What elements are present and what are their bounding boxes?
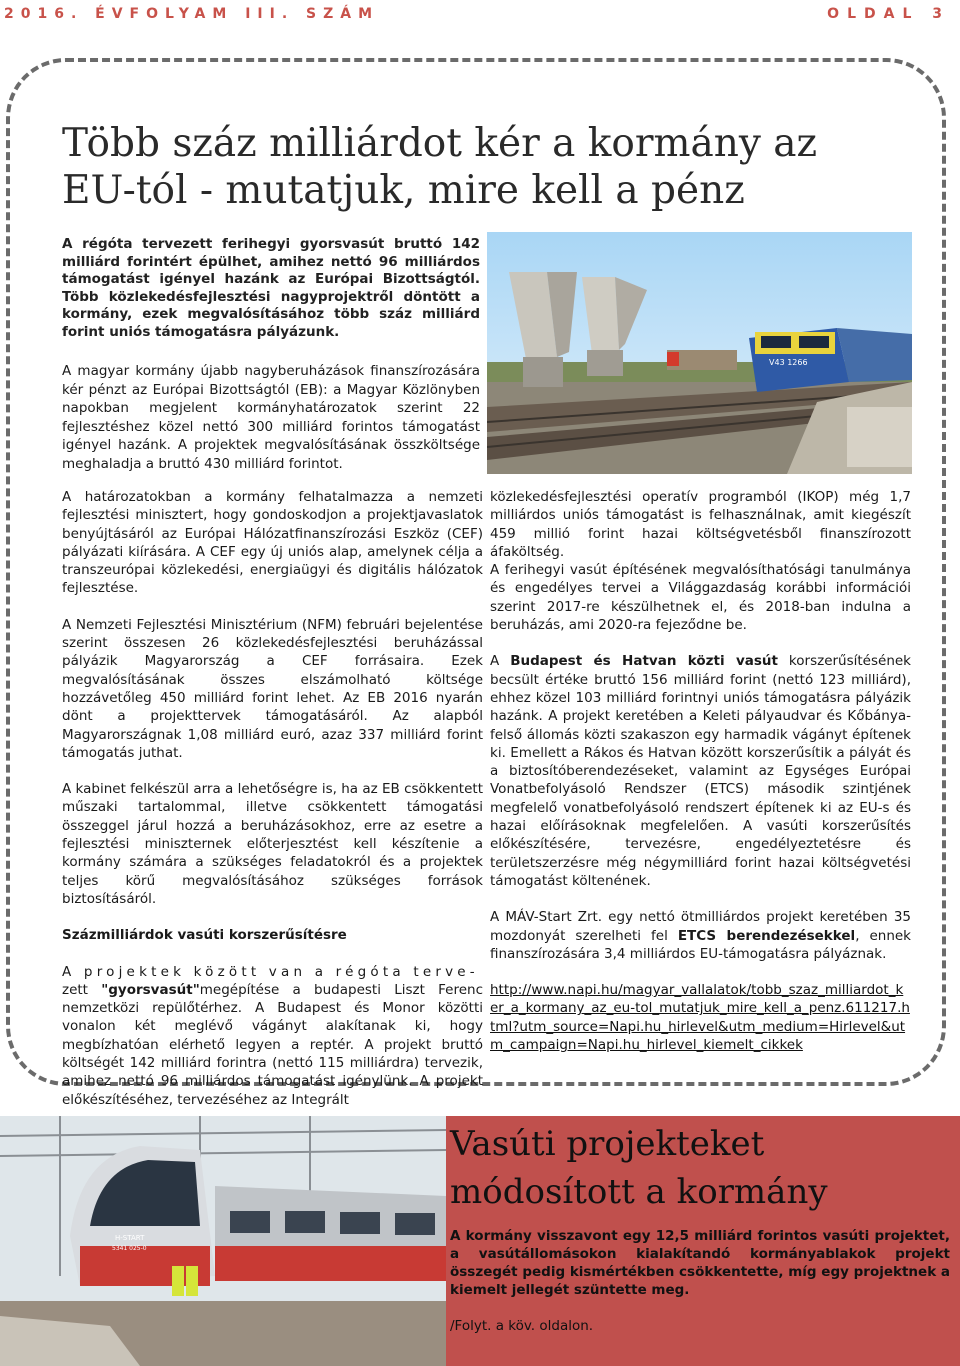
teaser-lead: A kormány visszavont egy 12,5 milliárd forintos vasúti projektet, a vasútállomásokon kialakítandó kormányablakok projekt összegét pedig kismértékben csökkentette, míg egy projektnek a kiemelt jellegét szüntette meg.	[450, 1228, 950, 1298]
article-column-left	[62, 488, 483, 1109]
article-lead: A régóta tervezett ferihegyi gyorsvasút bruttó 142 milliárd forintért épülhet, amihez nettó 96 milliárdos támogatást igényel hazánk az Európai Bizottságtól. Több közlekedésfejlesztési nagyprojektről döntött a kormány, ezek megvalósításához több száz milliárd forint uniós támogatásra pályázunk.	[62, 236, 480, 340]
continued-link[interactable]: /Folyt. a köv. oldalon.	[450, 1318, 594, 1334]
budapest-hatvan-highlight: Budapest és Hatvan közti vasút	[510, 653, 778, 670]
article-title: Több száz milliárdot kér a kormány az EU-tól - mutatjuk, mire kell a pénz	[62, 121, 818, 213]
article-column-right	[490, 488, 911, 1054]
locomotive-number: V43 1266	[769, 358, 808, 367]
page-number: OLDAL 3	[827, 6, 950, 22]
flirt-train-illustration	[0, 1116, 446, 1366]
article-paragraph-r2: A ferihegyi vasút építésének megvalósíthatósági tanulmánya és engedélyes tervei a Világgazdaság korábbi információi szerint 2017-re készülhetnek el, és 2018-ban indulna a beruházás, ami 2020-ra fejeződne be.	[490, 562, 911, 634]
article-paragraph-5-first-line: A projektek között van a régóta terve-	[62, 963, 479, 980]
flirt-train-photo	[0, 1116, 446, 1366]
article-paragraph-5	[62, 981, 483, 1109]
article-paragraph-r1: közlekedésfejlesztési operatív programból (IKOP) még 1,7 milliárdos uniós támogatást is felhasználnak, amit kiegészít 459 millió forint hazai költségvetésből finanszírozott áfaköltség.	[490, 489, 911, 560]
article-paragraph-r3	[490, 652, 911, 890]
train-construction-photo	[487, 232, 912, 474]
train-label: H-START	[115, 1234, 145, 1242]
etcs-highlight: ETCS berendezésekkel	[677, 927, 856, 944]
issue-label: 2016. ÉVFOLYAM III. SZÁM	[4, 6, 380, 22]
p5-part-b: megépítése a budapesti Liszt Ferenc nemzetközi repülőtérhez. A Budapest és Monor közötti vonalon két meglévő vágányt alakítanak ki, hogy megbízhatóan elérhető legyen a reptér. A projekt bruttó költségét 142 milliárd forintra (nettó 115 milliárdra) tervezik, amihez nettó 96 milliárdos támogatást igénylünk. A projekt előkészítéséhez, tervezéséhez az Integrált	[62, 981, 483, 1108]
article-paragraph-r4	[490, 908, 911, 963]
r3-part-a: A	[490, 653, 511, 670]
p5-part-a: zett	[62, 981, 102, 998]
page-header	[0, 6, 960, 28]
train-number: 5341 025-0	[112, 1245, 147, 1252]
source-link[interactable]: http://www.napi.hu/magyar_vallalatok/tobb_szaz_milliardot_ker_a_kormany_az_eu-tol_mutatjuk_mire_kell_a_penz.611217.html?utm_source=Napi.hu_hirlevel&utm_medium=Hirlevel&utm_campaign=Napi.hu_hirlevel_kiemelt_cikkek	[490, 982, 910, 1054]
article-paragraph-2: A határozatokban a kormány felhatalmazza a nemzeti fejlesztési minisztert, hogy gondoskodjon a projektjavaslatok benyújtásáról az Európai Hálózatfinanszírozási Eszköz (CEF) pályázati kiírására. A CEF egy új uniós alap, amelynek célja a transzeurópai közlekedési, energiaügyi és digitális hálózatok fejlesztése.	[62, 489, 483, 597]
article-paragraph-1: A magyar kormány újabb nagyberuházások finanszírozására kér pénzt az Európai Bizottságtól (EB): a Magyar Közlönyben napokban megjelent kormányhatározatok szerint 22 fejlesztéshez közel nettó 300 milliárd forintos támogatást igényel hazánk. A projektek megvalósításának összköltsége meghaladja a bruttó 430 milliárd forintot.	[62, 363, 480, 472]
section-subheading: Százmilliárdok vasúti korszerűsítésre	[62, 927, 347, 944]
r3-part-b: korszerűsítésének becsült értéke bruttó 156 milliárd forint (nettó 123 milliárd), ehhez közel 103 milliárd forintnyi uniós támogatásra pályázik hazánk. A projekt keretében a Keleti pályaudvar és Kőbánya-felső állomás közti szakaszon egy harmadik vágányt építenek ki. Emellett a Rákos és Hatvan között korszerűsítik a pályát és a biztosítóberendezéseket, valamint az Egységes Európai Vonatbefolyásoló Rendszer (ETCS) második szintjének megfelelő vonatbefolyásoló rendszert építenek ki az EU-s és hazai előírásoknak megfelelően. A vasúti korszerűsítés előkészítésére, tervezésre, engedélyeztetésre és területszerzésre még négymilliárd forint hazai költségvetési támogatást költenének.	[490, 653, 912, 889]
article-paragraph-4: A kabinet felkészül arra a lehetőségre is, ha az EB csökkentett műszaki tartalommal, illetve csökkentett támogatási összeggel járul hozzá a beruházásokhoz, erre az esetre a fejlesztési miniszternek előterjesztést kell készítenie a kormány számára a szükséges feladatokról és a projektek teljes körű megvalósításához szükséges források biztosításáról.	[62, 781, 483, 907]
gyorsvasut-highlight: "gyorsvasút"	[101, 981, 200, 998]
article-paragraph-3: A Nemzeti Fejlesztési Minisztérium (NFM) februári bejelentése szerint összesen 26 közlekedésfejlesztési beruházással pályázik Magyarország a CEF forrásaira. Ezek megvalósításának összes elszámolható költsége hozzávetőleg 450 milliárd forint lehet. Az EB 2016 nyarán dönt a projekttervek támogatásáról. Az alapból Magyarországnak 1,08 milliárd euró, azaz 337 milliárd forint támogatás juthat.	[62, 616, 483, 761]
teaser-title: Vasúti projekteket módosított a kormány	[450, 1124, 828, 1212]
train-construction-illustration	[487, 232, 912, 474]
r4-part-b: , ennek finanszírozására 3,4 milliárdos EU-támogatásra pályáznak.	[490, 927, 911, 962]
r4-part-a: A MÁV-Start Zrt. egy nettó ötmilliárdos projekt keretében 35 mozdonyát szerelheti fel	[490, 909, 911, 944]
